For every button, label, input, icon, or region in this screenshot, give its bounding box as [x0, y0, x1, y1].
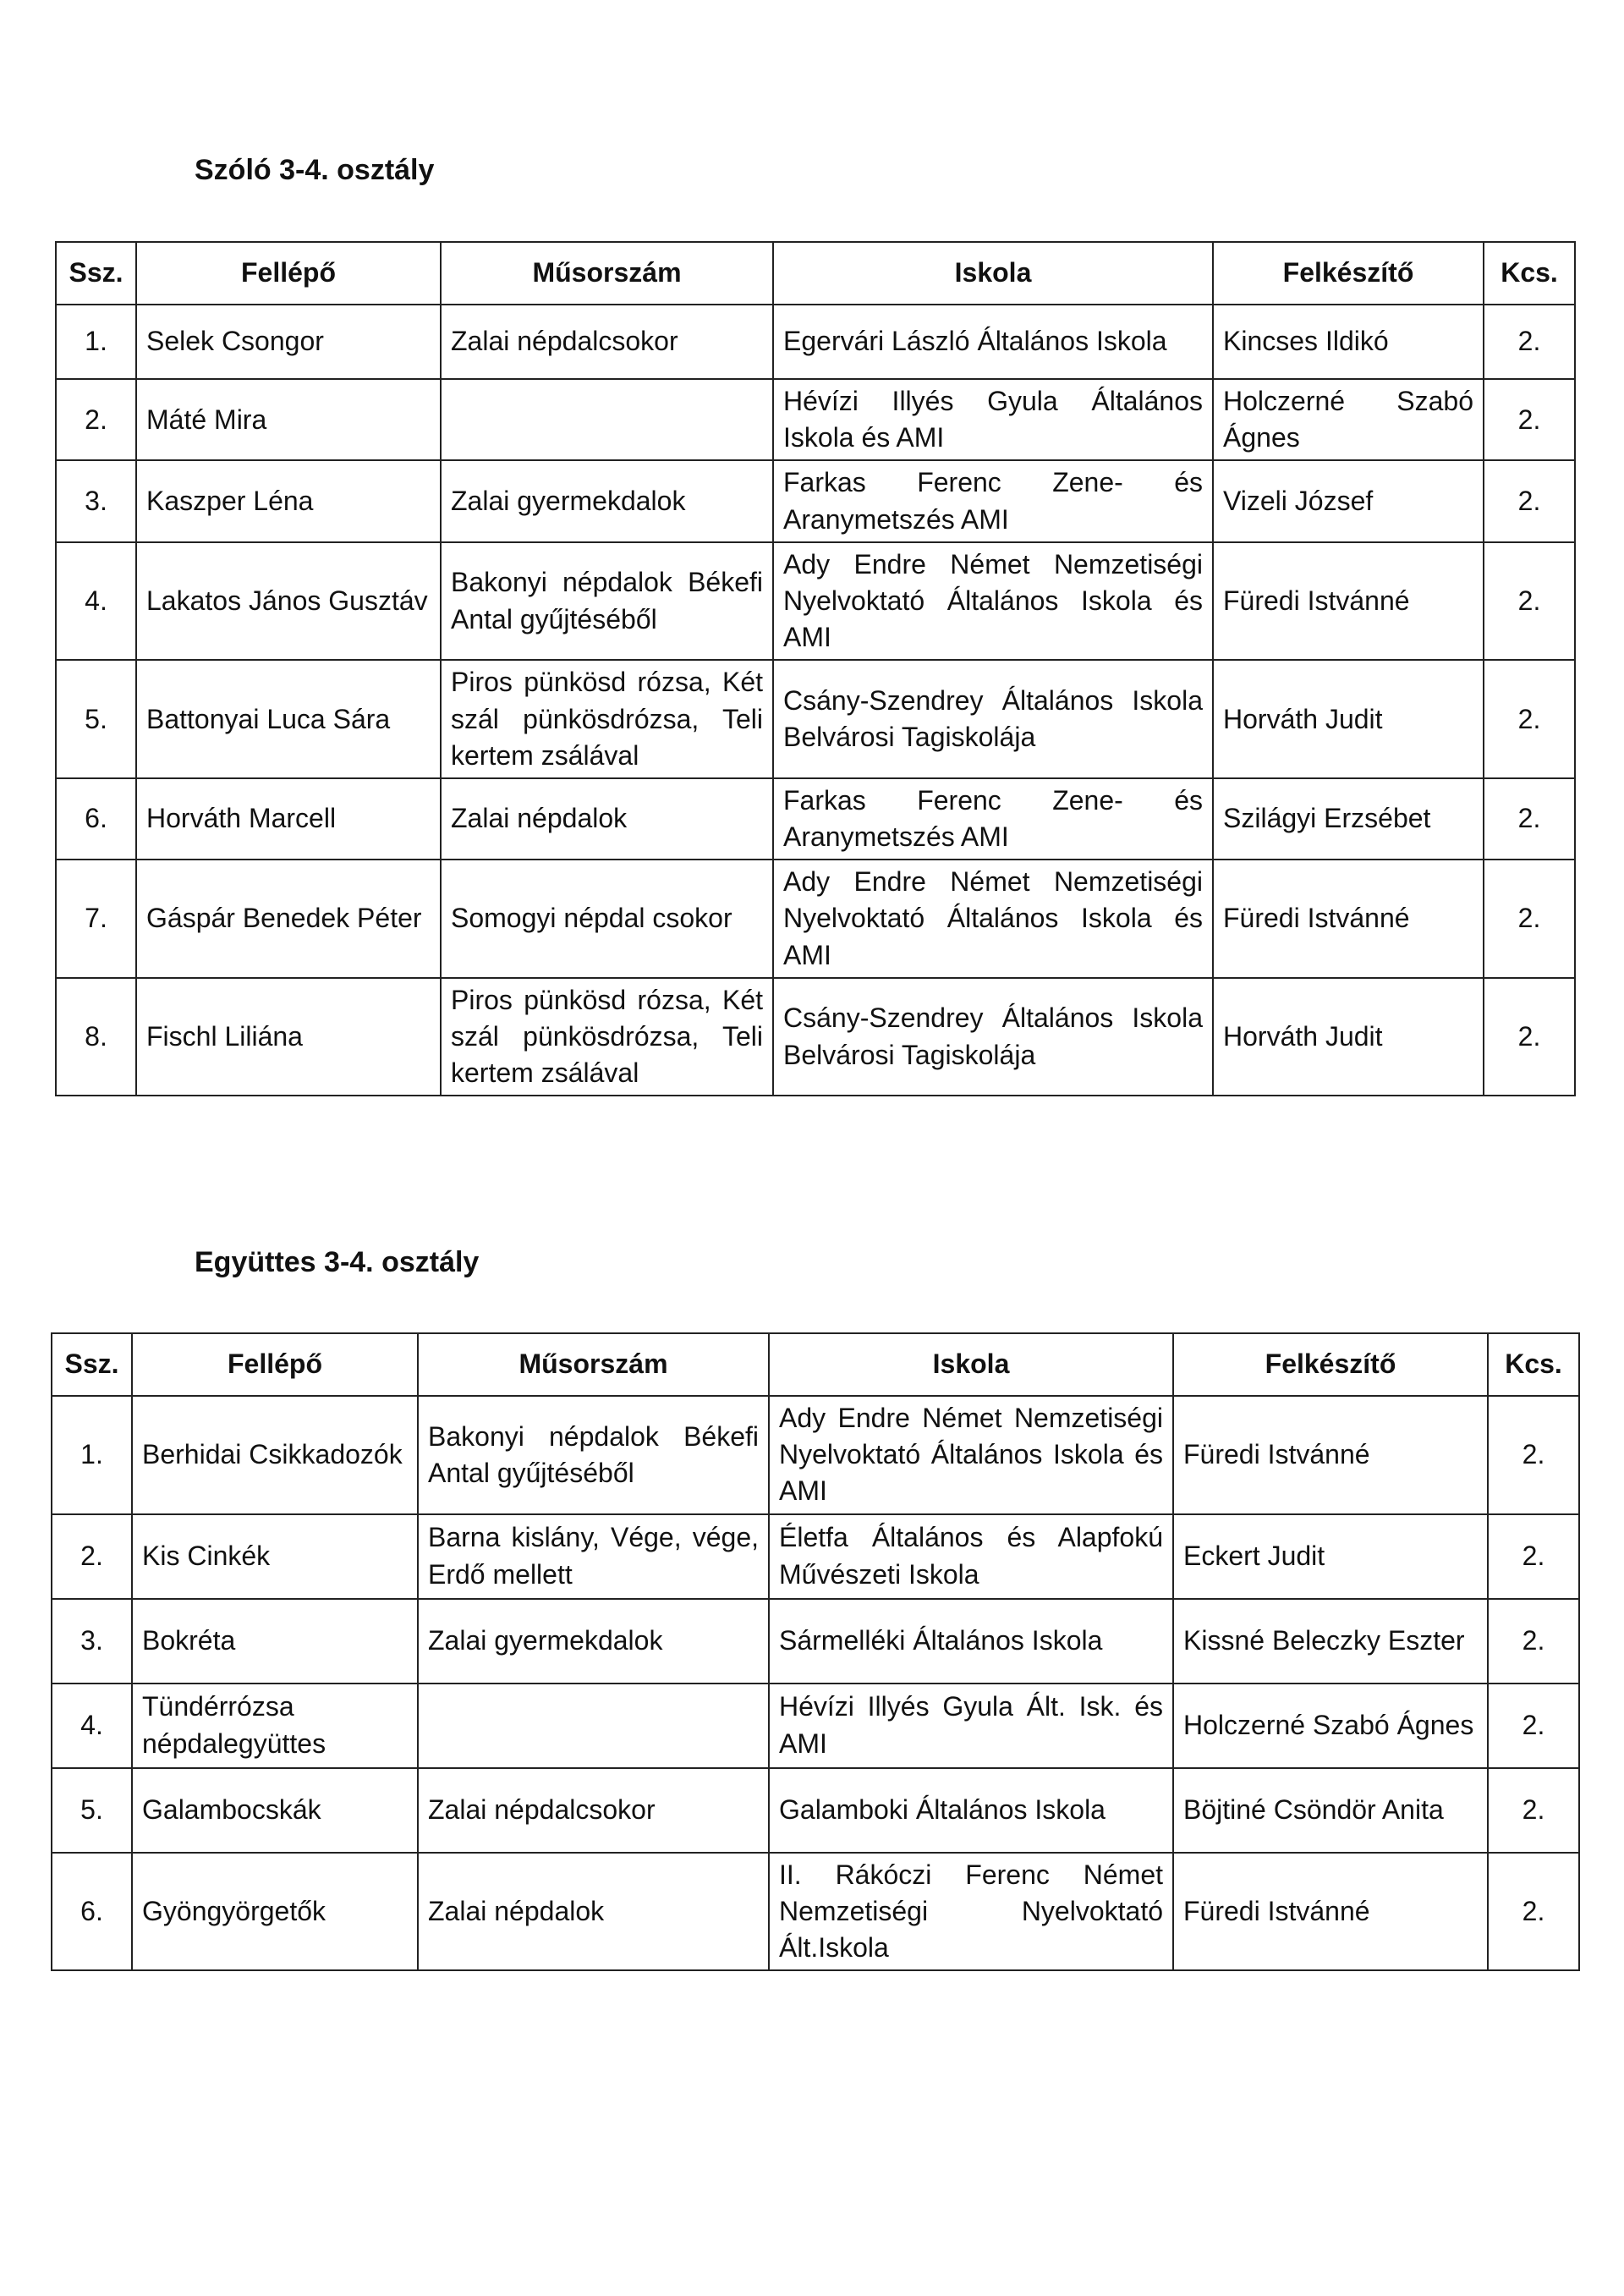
section-title-solo: Szóló 3-4. osztály — [195, 154, 435, 186]
cell-ssz: 4. — [52, 1684, 132, 1768]
column-header-fellepo: Fellépő — [132, 1333, 418, 1396]
cell-iskola: Hévízi Illyés Gyula Általános Iskola és AMI — [773, 379, 1213, 460]
cell-iskola: Csány-Szendrey Általános Iskola Belvárosi Tagiskolája — [773, 978, 1213, 1096]
cell-musorszam: Zalai népdalok — [418, 1853, 769, 1971]
table-header-row — [56, 242, 1575, 305]
cell-ssz: 1. — [52, 1396, 132, 1514]
cell-felkeszito: Füredi Istvánné — [1213, 860, 1484, 978]
cell-iskola: Ady Endre Német Nemzetiségi Nyelvoktató Általános Iskola és AMI — [769, 1396, 1173, 1514]
cell-musorszam: Piros pünkösd rózsa, Két szál pünkösdrózsa, Teli kertem zsálával — [441, 660, 773, 778]
cell-musorszam — [441, 379, 773, 460]
ensemble-table — [51, 1332, 1580, 1971]
cell-kcs: 2. — [1484, 542, 1575, 661]
cell-iskola: Hévízi Illyés Gyula Ált. Isk. és AMI — [769, 1684, 1173, 1768]
cell-iskola: Galamboki Általános Iskola — [769, 1768, 1173, 1853]
cell-musorszam: Barna kislány, Vége, vége, Erdő mellett — [418, 1514, 769, 1599]
table-row — [52, 1768, 1579, 1853]
cell-fellepo: Battonyai Luca Sára — [136, 660, 441, 778]
table-row — [52, 1514, 1579, 1599]
cell-iskola: Egervári László Általános Iskola — [773, 305, 1213, 379]
cell-kcs: 2. — [1484, 978, 1575, 1096]
cell-musorszam: Zalai gyermekdalok — [441, 460, 773, 541]
cell-felkeszito: Holczerné Szabó Ágnes — [1213, 379, 1484, 460]
cell-fellepo: Lakatos János Gusztáv — [136, 542, 441, 661]
table-row — [52, 1599, 1579, 1684]
cell-iskola: Csány-Szendrey Általános Iskola Belvárosi Tagiskolája — [773, 660, 1213, 778]
column-header-iskola: Iskola — [769, 1333, 1173, 1396]
cell-felkeszito: Füredi Istvánné — [1213, 542, 1484, 661]
cell-ssz: 2. — [52, 1514, 132, 1599]
table-row — [56, 978, 1575, 1096]
column-header-felkeszito: Felkészítő — [1173, 1333, 1488, 1396]
table-row — [56, 460, 1575, 541]
cell-iskola: Farkas Ferenc Zene- és Aranymetszés AMI — [773, 778, 1213, 860]
cell-fellepo: Tündérrózsa népdalegyüttes — [132, 1684, 418, 1768]
table-header-row — [52, 1333, 1579, 1396]
cell-ssz: 6. — [56, 778, 136, 860]
cell-musorszam: Zalai népdalcsokor — [441, 305, 773, 379]
table-row — [52, 1396, 1579, 1514]
cell-felkeszito: Eckert Judit — [1173, 1514, 1488, 1599]
column-header-fellepo: Fellépő — [136, 242, 441, 305]
cell-musorszam: Zalai gyermekdalok — [418, 1599, 769, 1684]
cell-ssz: 7. — [56, 860, 136, 978]
cell-iskola: Ady Endre Német Nemzetiségi Nyelvoktató Általános Iskola és AMI — [773, 860, 1213, 978]
cell-felkeszito: Vizeli József — [1213, 460, 1484, 541]
table-row — [56, 379, 1575, 460]
table-row — [56, 660, 1575, 778]
cell-iskola: Életfa Általános és Alapfokú Művészeti Iskola — [769, 1514, 1173, 1599]
solo-table — [55, 241, 1576, 1096]
table-row — [56, 542, 1575, 661]
cell-fellepo: Gyöngyörgetők — [132, 1853, 418, 1971]
cell-iskola: Ady Endre Német Nemzetiségi Nyelvoktató Általános Iskola és AMI — [773, 542, 1213, 661]
cell-kcs: 2. — [1488, 1599, 1579, 1684]
cell-musorszam — [418, 1684, 769, 1768]
cell-fellepo: Selek Csongor — [136, 305, 441, 379]
cell-fellepo: Kis Cinkék — [132, 1514, 418, 1599]
cell-kcs: 2. — [1488, 1768, 1579, 1853]
cell-kcs: 2. — [1484, 778, 1575, 860]
cell-fellepo: Berhidai Csikkadozók — [132, 1396, 418, 1514]
cell-felkeszito: Horváth Judit — [1213, 978, 1484, 1096]
cell-fellepo: Gáspár Benedek Péter — [136, 860, 441, 978]
cell-fellepo: Fischl Liliána — [136, 978, 441, 1096]
cell-ssz: 4. — [56, 542, 136, 661]
cell-felkeszito: Füredi Istvánné — [1173, 1853, 1488, 1971]
cell-fellepo: Kaszper Léna — [136, 460, 441, 541]
table-row — [56, 778, 1575, 860]
column-header-kcs: Kcs. — [1488, 1333, 1579, 1396]
cell-iskola: Sármelléki Általános Iskola — [769, 1599, 1173, 1684]
cell-kcs: 2. — [1484, 660, 1575, 778]
cell-kcs: 2. — [1484, 379, 1575, 460]
cell-ssz: 8. — [56, 978, 136, 1096]
table-row — [56, 860, 1575, 978]
column-header-iskola: Iskola — [773, 242, 1213, 305]
cell-felkeszito: Böjtiné Csöndör Anita — [1173, 1768, 1488, 1853]
table-row — [56, 305, 1575, 379]
cell-kcs: 2. — [1488, 1684, 1579, 1768]
cell-kcs: 2. — [1488, 1853, 1579, 1971]
cell-ssz: 3. — [52, 1599, 132, 1684]
cell-ssz: 3. — [56, 460, 136, 541]
column-header-ssz: Ssz. — [56, 242, 136, 305]
cell-kcs: 2. — [1488, 1396, 1579, 1514]
cell-musorszam: Somogyi népdal csokor — [441, 860, 773, 978]
cell-felkeszito: Füredi Istvánné — [1173, 1396, 1488, 1514]
cell-felkeszito: Szilágyi Erzsébet — [1213, 778, 1484, 860]
cell-musorszam: Bakonyi népdalok Békefi Antal gyűjtéséből — [441, 542, 773, 661]
cell-kcs: 2. — [1488, 1514, 1579, 1599]
cell-musorszam: Bakonyi népdalok Békefi Antal gyűjtéséből — [418, 1396, 769, 1514]
cell-iskola: II. Rákóczi Ferenc Német Nemzetiségi Nyelvoktató Ált.Iskola — [769, 1853, 1173, 1971]
cell-fellepo: Horváth Marcell — [136, 778, 441, 860]
table-row — [52, 1853, 1579, 1971]
cell-kcs: 2. — [1484, 305, 1575, 379]
cell-iskola: Farkas Ferenc Zene- és Aranymetszés AMI — [773, 460, 1213, 541]
cell-felkeszito: Kissné Beleczky Eszter — [1173, 1599, 1488, 1684]
cell-fellepo: Máté Mira — [136, 379, 441, 460]
cell-musorszam: Zalai népdalcsokor — [418, 1768, 769, 1853]
column-header-felkeszito: Felkészítő — [1213, 242, 1484, 305]
cell-kcs: 2. — [1484, 460, 1575, 541]
cell-ssz: 6. — [52, 1853, 132, 1971]
table-row — [52, 1684, 1579, 1768]
cell-fellepo: Galambocskák — [132, 1768, 418, 1853]
cell-felkeszito: Kincses Ildikó — [1213, 305, 1484, 379]
cell-kcs: 2. — [1484, 860, 1575, 978]
section-title-ensemble: Együttes 3-4. osztály — [195, 1246, 480, 1278]
column-header-kcs: Kcs. — [1484, 242, 1575, 305]
column-header-musorszam: Műsorszám — [418, 1333, 769, 1396]
cell-musorszam: Zalai népdalok — [441, 778, 773, 860]
cell-musorszam: Piros pünkösd rózsa, Két szál pünkösdrózsa, Teli kertem zsálával — [441, 978, 773, 1096]
cell-ssz: 5. — [56, 660, 136, 778]
cell-ssz: 2. — [56, 379, 136, 460]
cell-ssz: 1. — [56, 305, 136, 379]
column-header-ssz: Ssz. — [52, 1333, 132, 1396]
cell-fellepo: Bokréta — [132, 1599, 418, 1684]
cell-ssz: 5. — [52, 1768, 132, 1853]
column-header-musorszam: Műsorszám — [441, 242, 773, 305]
cell-felkeszito: Horváth Judit — [1213, 660, 1484, 778]
cell-felkeszito: Holczerné Szabó Ágnes — [1173, 1684, 1488, 1768]
